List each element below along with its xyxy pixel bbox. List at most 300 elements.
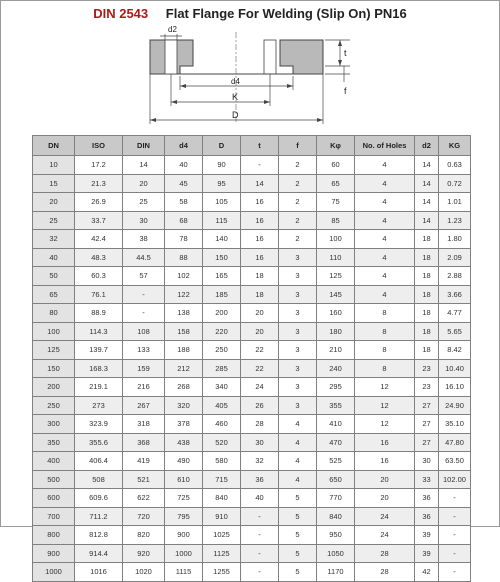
column-header: t [241,136,279,156]
table-cell: 20 [123,174,165,193]
table-cell: 10 [33,156,75,175]
table-cell: 78 [165,230,203,249]
table-cell: 410 [317,415,355,434]
column-header: ISO [75,136,123,156]
table-cell: 4 [355,267,415,286]
table-cell: 12 [355,415,415,434]
table-cell: 4 [355,193,415,212]
table-cell: 95 [203,174,241,193]
table-cell: - [439,489,471,508]
table-cell: 40 [241,489,279,508]
table-row [33,452,471,471]
page-title [0,6,500,21]
column-header: d4 [165,136,203,156]
table-cell: 14 [241,174,279,193]
table-cell: 38 [123,230,165,249]
table-cell: 18 [241,267,279,286]
table-cell: 521 [123,470,165,489]
table-cell: 18 [415,322,439,341]
table-cell: 18 [415,341,439,360]
table-cell: 812.8 [75,526,123,545]
table-cell: 3 [279,248,317,267]
table-row [33,396,471,415]
table-cell: 185 [203,285,241,304]
table-cell: 368 [123,433,165,452]
table-cell: 76.1 [75,285,123,304]
table-cell: 26 [241,396,279,415]
table-row [33,285,471,304]
table-cell: 168.3 [75,359,123,378]
table-cell: 1.01 [439,193,471,212]
table-cell: 30 [123,211,165,230]
table-row [33,359,471,378]
table-cell: 610 [165,470,203,489]
table-cell: 490 [165,452,203,471]
table-cell: 48.3 [75,248,123,267]
table-cell: 50 [33,267,75,286]
table-row [33,174,471,193]
table-cell: 795 [165,507,203,526]
column-header: DN [33,136,75,156]
table-cell: 1170 [317,563,355,582]
table-cell: 5 [279,563,317,582]
table-cell: 44.5 [123,248,165,267]
table-cell: - [241,544,279,563]
table-cell: 8 [355,304,415,323]
table-cell: 438 [165,433,203,452]
table-cell: - [439,507,471,526]
table-cell: 318 [123,415,165,434]
table-cell: 3 [279,378,317,397]
table-cell: 115 [203,211,241,230]
table-cell: 3 [279,322,317,341]
table-cell: 36 [415,507,439,526]
table-cell: 273 [75,396,123,415]
table-cell: 23 [415,359,439,378]
table-cell: 16 [241,193,279,212]
table-cell: 212 [165,359,203,378]
column-header: D [203,136,241,156]
table-cell: 24 [355,526,415,545]
table-cell: - [241,526,279,545]
table-cell: 122 [165,285,203,304]
table-cell: 405 [203,396,241,415]
table-row [33,322,471,341]
table-cell: 85 [317,211,355,230]
table-cell: 622 [123,489,165,508]
table-cell: 42.4 [75,230,123,249]
table-cell: 4 [279,452,317,471]
table-cell: 20 [355,470,415,489]
table-row [33,304,471,323]
table-cell: 24 [241,378,279,397]
table-cell: 508 [75,470,123,489]
table-cell: 102 [165,267,203,286]
table-cell: 2 [279,174,317,193]
table-cell: 65 [317,174,355,193]
table-cell: 125 [33,341,75,360]
table-cell: 910 [203,507,241,526]
table-cell: 460 [203,415,241,434]
table-cell: 20 [241,304,279,323]
table-cell: 520 [203,433,241,452]
table-cell: 24 [355,507,415,526]
table-cell: 900 [165,526,203,545]
table-row [33,156,471,175]
table-row [33,248,471,267]
table-cell: 60.3 [75,267,123,286]
column-header: Kφ [317,136,355,156]
table-cell: 2 [279,156,317,175]
table-cell: 4 [355,285,415,304]
table-cell: - [241,156,279,175]
f-label: f [344,86,347,96]
table-cell: 4 [279,470,317,489]
table-cell: 150 [203,248,241,267]
table-cell: 914.4 [75,544,123,563]
table-cell: 355 [317,396,355,415]
table-cell: 650 [317,470,355,489]
table-cell: 20 [33,193,75,212]
table-cell: 108 [123,322,165,341]
table-cell: 219.1 [75,378,123,397]
table-cell: 25 [33,211,75,230]
table-row [33,211,471,230]
table-row [33,489,471,508]
table-cell: 100 [317,230,355,249]
table-row [33,378,471,397]
table-cell: 25 [123,193,165,212]
table-cell: 8 [355,341,415,360]
table-cell: 4 [355,248,415,267]
table-cell: 32 [241,452,279,471]
table-cell: 1020 [123,563,165,582]
k-label: K [232,92,239,102]
table-cell: 600 [33,489,75,508]
table-cell: - [123,285,165,304]
table-cell: 715 [203,470,241,489]
table-cell: - [241,507,279,526]
table-cell: 8.42 [439,341,471,360]
table-cell: 2.09 [439,248,471,267]
table-cell: 216 [123,378,165,397]
table-cell: 3 [279,285,317,304]
table-cell: 18 [415,230,439,249]
table-cell: 2 [279,211,317,230]
table-cell: 320 [165,396,203,415]
bolt-hole-left [165,40,177,74]
table-cell: 350 [33,433,75,452]
d-label: D [232,110,239,120]
table-cell: 2 [279,193,317,212]
table-row [33,526,471,545]
table-body [33,156,471,582]
table-cell: 88.9 [75,304,123,323]
bolt-hole-right [264,40,276,74]
table-cell: 14 [415,211,439,230]
table-cell: 105 [203,193,241,212]
table-cell: 1115 [165,563,203,582]
table-cell: 36 [415,489,439,508]
table-cell: 12 [355,378,415,397]
table-cell: 268 [165,378,203,397]
table-cell: 8 [355,359,415,378]
table-cell: 200 [203,304,241,323]
table-cell: 5.65 [439,322,471,341]
column-header: DIN [123,136,165,156]
table-cell: 188 [165,341,203,360]
table-cell: 340 [203,378,241,397]
table-row [33,507,471,526]
table-cell: 65 [33,285,75,304]
table-cell: 20 [241,322,279,341]
table-cell: - [439,563,471,582]
table-cell: 138 [165,304,203,323]
table-cell: 3 [279,396,317,415]
flange-cross-section-drawing [0,22,500,134]
table-cell: 16 [355,433,415,452]
table-cell: 15 [33,174,75,193]
table-cell: 40 [165,156,203,175]
table-cell: 250 [33,396,75,415]
table-cell: 30 [415,452,439,471]
flange-description: Flat Flange For Welding (Slip On) PN16 [165,6,407,21]
table-cell: 20 [355,489,415,508]
d4-label: d4 [231,77,240,86]
table-cell: 28 [355,563,415,582]
table-cell: 240 [317,359,355,378]
table-cell: 114.3 [75,322,123,341]
table-cell: 36 [241,470,279,489]
table-cell: 16 [355,452,415,471]
flange-dimensions-table [32,135,471,582]
table-cell: 1050 [317,544,355,563]
table-cell: 711.2 [75,507,123,526]
table-cell: 150 [33,359,75,378]
table-cell: 250 [203,341,241,360]
table-cell: 145 [317,285,355,304]
table-cell: 24.90 [439,396,471,415]
table-cell: 4 [279,415,317,434]
table-cell: 30 [241,433,279,452]
table-cell: 40 [33,248,75,267]
table-cell: 5 [279,489,317,508]
table-cell: 12 [355,396,415,415]
standard-code: DIN 2543 [93,6,149,21]
table-cell: 60 [317,156,355,175]
table-cell: 1.23 [439,211,471,230]
table-cell: 140 [203,230,241,249]
table-cell: 355.6 [75,433,123,452]
table-cell: 27 [415,433,439,452]
table-cell: 39 [415,544,439,563]
table-cell: 378 [165,415,203,434]
column-header: KG [439,136,471,156]
table-cell: 18 [415,248,439,267]
table-cell: 14 [415,193,439,212]
table-cell: 820 [123,526,165,545]
table-cell: 5 [279,544,317,563]
table-cell: 5 [279,526,317,545]
table-cell: 27 [415,396,439,415]
table-cell: - [439,544,471,563]
table-cell: 18 [415,304,439,323]
table-cell: 63.50 [439,452,471,471]
table-cell: 139.7 [75,341,123,360]
table-cell: 17.2 [75,156,123,175]
table-cell: 80 [33,304,75,323]
table-cell: 33.7 [75,211,123,230]
table-cell: 840 [317,507,355,526]
flange-right-section [280,40,323,74]
table-cell: 16 [241,211,279,230]
table-cell: 5 [279,507,317,526]
table-cell: 210 [317,341,355,360]
table-cell: 33 [415,470,439,489]
table-cell: - [439,526,471,545]
table-cell: 4.77 [439,304,471,323]
table-cell: 2 [279,230,317,249]
table-cell: 18 [415,267,439,286]
table-cell: 18 [241,285,279,304]
table-cell: 220 [203,322,241,341]
table-cell: 1125 [203,544,241,563]
table-cell: 42 [415,563,439,582]
table-cell: 3.66 [439,285,471,304]
table-cell: 3 [279,267,317,286]
table-cell: 400 [33,452,75,471]
table-row [33,341,471,360]
table-cell: 14 [415,174,439,193]
table-cell: 406.4 [75,452,123,471]
table-cell: 180 [317,322,355,341]
table-cell: 75 [317,193,355,212]
column-header: No. of Holes [355,136,415,156]
table-cell: 47.80 [439,433,471,452]
table-cell: 28 [241,415,279,434]
table-cell: 580 [203,452,241,471]
t-label: t [344,48,347,58]
table-cell: 4 [355,156,415,175]
table-cell: 0.63 [439,156,471,175]
table-cell: 1016 [75,563,123,582]
column-header: d2 [415,136,439,156]
table-cell: 125 [317,267,355,286]
table-cell: 470 [317,433,355,452]
table-cell: 0.72 [439,174,471,193]
table-cell: 27 [415,415,439,434]
table-cell: 4 [355,174,415,193]
table-cell: 4 [355,211,415,230]
table-cell: 16 [241,230,279,249]
table-cell: 285 [203,359,241,378]
table-cell: 1000 [165,544,203,563]
table-cell: 58 [165,193,203,212]
table-cell: 160 [317,304,355,323]
table-cell: 4 [279,433,317,452]
table-cell: 57 [123,267,165,286]
table-cell: 45 [165,174,203,193]
table-cell: 920 [123,544,165,563]
table-cell: 88 [165,248,203,267]
table-cell: 159 [123,359,165,378]
table-cell: 3 [279,341,317,360]
table-cell: 110 [317,248,355,267]
table-row [33,470,471,489]
table-cell: 1.80 [439,230,471,249]
table-row [33,544,471,563]
table-cell: 525 [317,452,355,471]
table-cell: 419 [123,452,165,471]
table-cell: 267 [123,396,165,415]
table-cell: 725 [165,489,203,508]
table-cell: 16 [241,248,279,267]
table-cell: 16.10 [439,378,471,397]
table-cell: 700 [33,507,75,526]
table-cell: 1255 [203,563,241,582]
table-cell: 900 [33,544,75,563]
table-cell: 4 [355,230,415,249]
table-cell: 950 [317,526,355,545]
table-cell: 21.3 [75,174,123,193]
column-header: f [279,136,317,156]
d2-label: d2 [168,25,177,34]
table-cell: 68 [165,211,203,230]
table-cell: 800 [33,526,75,545]
table-cell: 8 [355,322,415,341]
table-cell: 14 [123,156,165,175]
table-cell: 28 [355,544,415,563]
table-cell: 609.6 [75,489,123,508]
table-cell: 22 [241,341,279,360]
table-cell: 26.9 [75,193,123,212]
table-cell: - [241,563,279,582]
table-cell: 35.10 [439,415,471,434]
table-cell: 18 [415,285,439,304]
table-cell: 720 [123,507,165,526]
table-cell: 90 [203,156,241,175]
table-cell: 102.00 [439,470,471,489]
table-row [33,415,471,434]
table-cell: 22 [241,359,279,378]
table-row [33,563,471,582]
table-cell: 14 [415,156,439,175]
table-cell: 323.9 [75,415,123,434]
table-row [33,267,471,286]
table-cell: 3 [279,304,317,323]
table-cell: 200 [33,378,75,397]
table-cell: - [123,304,165,323]
table-cell: 133 [123,341,165,360]
table-cell: 295 [317,378,355,397]
table-cell: 1025 [203,526,241,545]
table-cell: 770 [317,489,355,508]
table-cell: 39 [415,526,439,545]
table-row [33,193,471,212]
table-row [33,230,471,249]
table-cell: 100 [33,322,75,341]
table-cell: 3 [279,359,317,378]
table-cell: 300 [33,415,75,434]
table-cell: 10.40 [439,359,471,378]
table-cell: 840 [203,489,241,508]
table-cell: 1000 [33,563,75,582]
table-header-row [33,136,471,156]
table-cell: 500 [33,470,75,489]
table-cell: 158 [165,322,203,341]
table-cell: 32 [33,230,75,249]
table-row [33,433,471,452]
